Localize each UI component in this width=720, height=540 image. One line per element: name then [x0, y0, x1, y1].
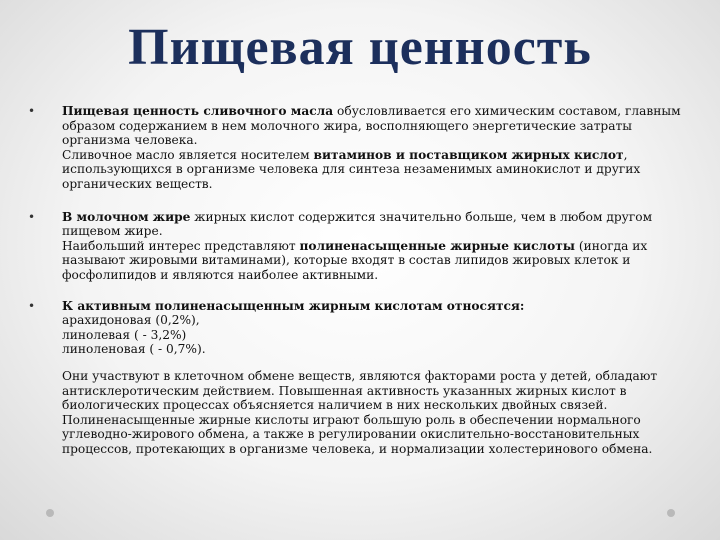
- decorative-dot-right: [667, 509, 675, 517]
- text-run: жирных кислот содержится значительно больше, чем в любом другом пищевом жире.: [62, 209, 653, 239]
- paragraph: [62, 342, 700, 357]
- paragraph: [62, 369, 700, 457]
- text-run: арахидоновая (0,2%),: [62, 313, 200, 328]
- paragraph: [62, 148, 700, 192]
- bullet-marker: •: [28, 209, 36, 224]
- slide-title: Пищевая ценность: [128, 19, 592, 76]
- bullet-item: [28, 104, 700, 192]
- paragraph: [62, 299, 700, 314]
- decorative-dot-left: [46, 509, 54, 517]
- bullet-marker: •: [28, 298, 36, 313]
- paragraph: [62, 104, 700, 148]
- paragraph: [62, 313, 700, 328]
- text-run: обусловливается его химическим составом, главным образом содержанием в нем молочного жира, восполняющего энергетические затраты организма человека.: [62, 104, 681, 148]
- text-run: Они участвуют в клеточном обмене веществ, являются факторами роста у детей, обладают антисклеротическим действием. Повышенная активность указанных жирных кислот в биологических процессах объясняется наличием в них нескольких двойных связей. Полиненасыщенные жирные кислоты играют большую роль в обеспечении нормального углеводно-жирового обмена, а также в регулировании окислительно-восстановительных процессов, протекающих в организме человека, и нормализации холестеринового обмена.: [62, 368, 658, 456]
- bullet-item: [28, 299, 700, 457]
- paragraph: [62, 210, 700, 239]
- text-run: линоленовая ( - 0,7%).: [62, 342, 206, 357]
- paragraph: [62, 328, 700, 343]
- slide-content: [28, 104, 700, 456]
- text-run: линолевая ( - 3,2%): [62, 327, 187, 342]
- text-run: Наибольший интерес представляют: [62, 238, 300, 253]
- bold-text-run: витаминов и поставщиком жирных кислот: [313, 147, 624, 162]
- bold-text-run: К активным полиненасыщенным жирным кислотам относятся:: [62, 298, 525, 313]
- text-run: , использующихся в организме человека для синтеза незаменимых аминокислот и других органических веществ.: [62, 147, 641, 191]
- bold-text-run: В молочном жире: [62, 209, 191, 224]
- bullet-item: [28, 210, 700, 283]
- text-run: (иногда их называют жировыми витаминами), которые входят в состав липидов жировых клеток и фосфолипидов и являются наиболее активными.: [62, 238, 648, 282]
- bold-text-run: полиненасыщенные жирные кислоты: [299, 238, 576, 253]
- bold-text-run: Пищевая ценность сливочного масла: [62, 104, 334, 118]
- text-run: Сливочное масло является носителем: [62, 147, 314, 162]
- bullet-marker: •: [28, 104, 36, 118]
- paragraph: [62, 239, 700, 283]
